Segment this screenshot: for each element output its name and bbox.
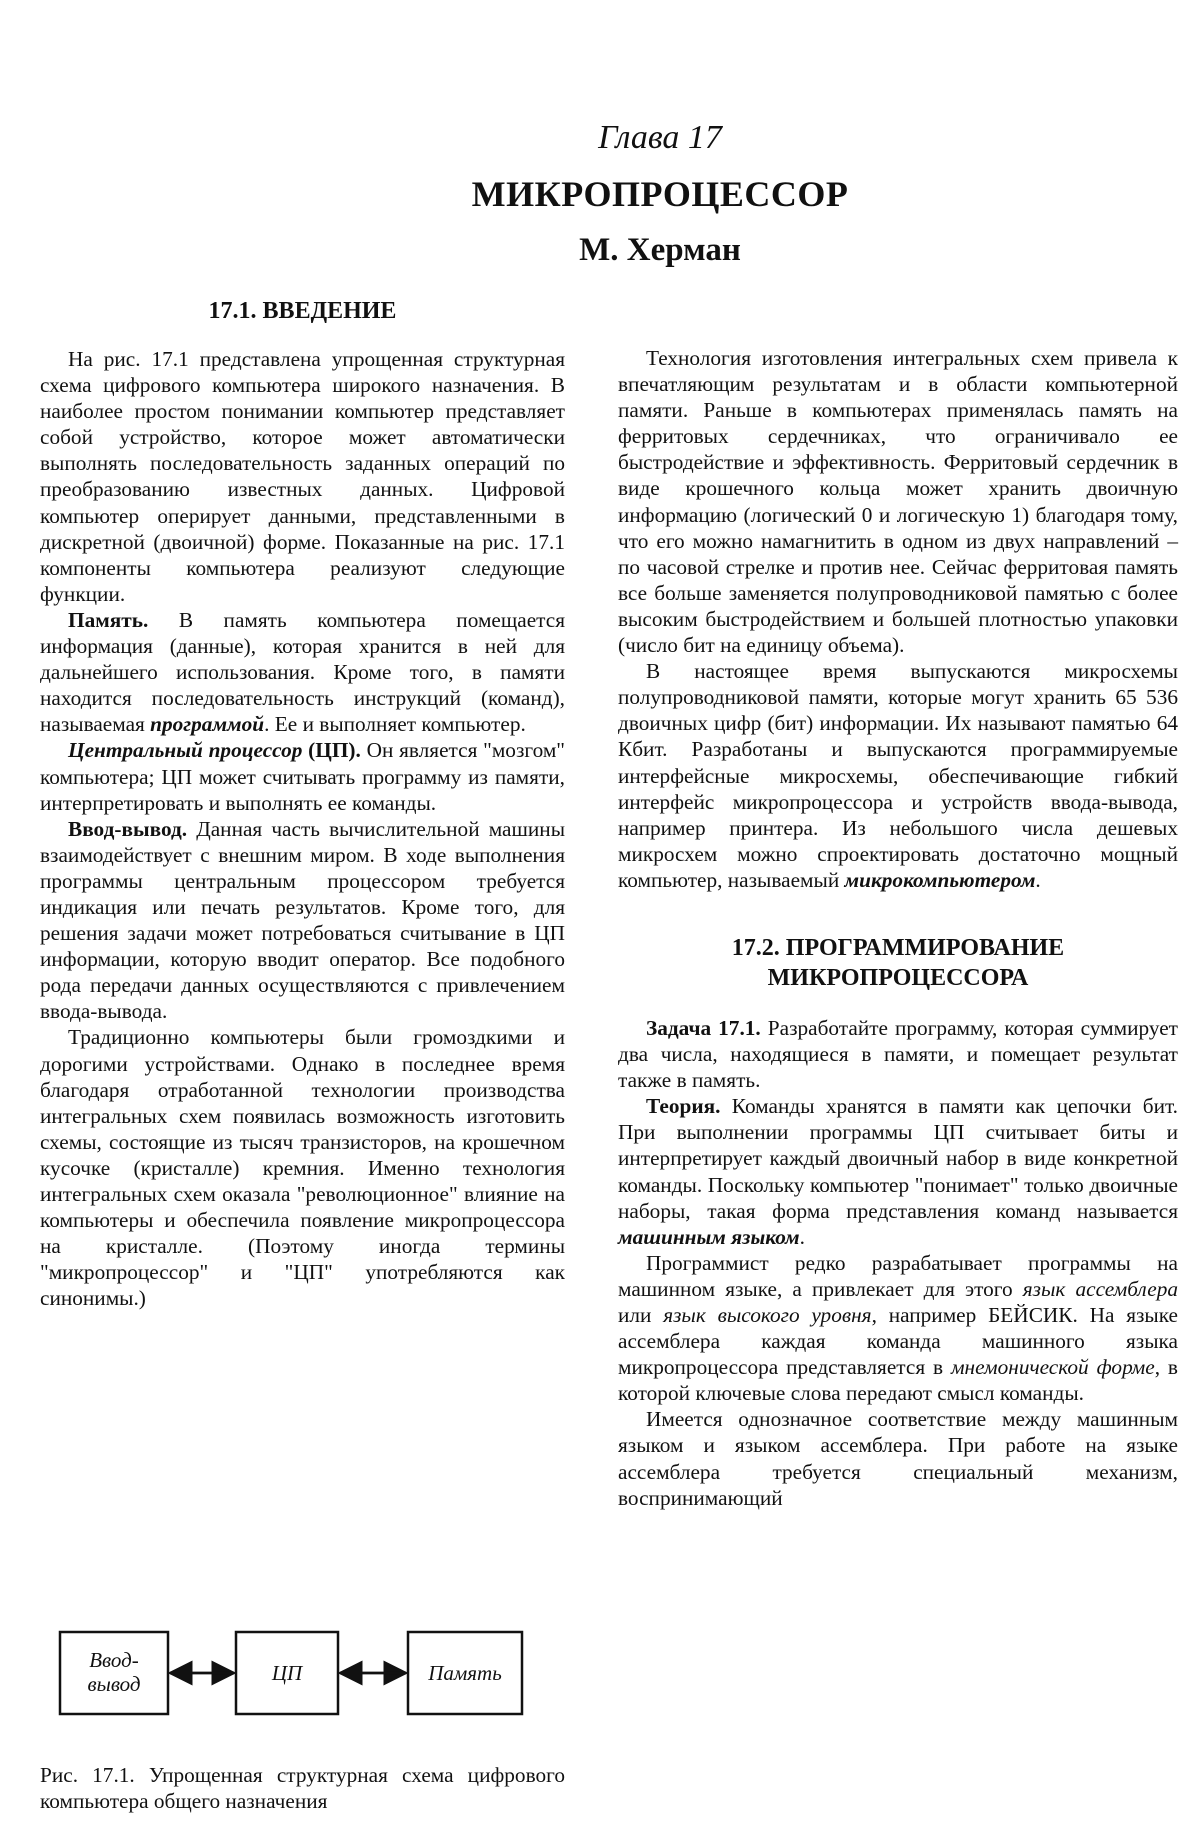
- paragraph-technology: [618, 345, 1178, 658]
- section-heading-programming-line1: 17.2. ПРОГРАММИРОВАНИЕ: [731, 934, 1065, 961]
- paragraph-current-text-a: В настоящее время выпускаются микросхемы полупроводниковой памяти, которые могут хранить 65 536 двоичных цифр (бит) информации. Их называют памятью 64 Кбит. Разработаны и выпускаются программируемые интерфейсные микросхемы, обеспечивающие гибкий интерфейс микропроцессора и устройств ввода-вывода, например принтера. Из небольшого числа дешевых микросхем можно спроектировать достаточно мощный компьютер, называемый: [618, 659, 1178, 892]
- paragraph-memory-text-a: В память компьютера помещается информация (данные), которая хранится в ней для дальнейшего использования. Кроме того, в памяти находится последовательность инструкций (команд), называемая: [40, 607, 565, 737]
- paragraph-current: [618, 658, 1178, 893]
- paragraph-programmer-text-d: , в которой ключевые слова передают смысл команды.: [618, 1355, 1178, 1406]
- run-in-io: Ввод-вывод.: [68, 816, 188, 841]
- paragraph-history-text: Традиционно компьютеры были громоздкими и дорогими устройствами. Однако в последнее время благодаря отработанной технологии производства интегральных схем появилась возможность изготовить схемы, состоящие из тысяч транзисторов, на крошечном кусочке (кристалле) кремния. Именно технология интегральных схем оказала "революционное" влияние на компьютеры и обеспечила появление микропроцессора на кристалле. (Поэтому иногда термины "микропроцессор" и "ЦП" употребляются как синонимы.): [40, 1025, 565, 1311]
- box-memory-label: Память: [428, 1661, 502, 1685]
- paragraph-intro: [40, 346, 565, 607]
- paragraph-current-text-b: .: [1035, 867, 1041, 892]
- paragraph-task: [618, 1015, 1178, 1093]
- paragraph-task-text: Разработайте программу, которая суммирует два числа, находящиеся в памяти, и помещает результат также в память.: [618, 1015, 1178, 1093]
- box-io-label-line2: вывод: [87, 1672, 141, 1696]
- term-assembly-language: язык ассемблера: [1022, 1276, 1178, 1301]
- paragraph-memory-text-b: . Ее и выполняет компьютер.: [264, 712, 526, 737]
- paragraph-io: [40, 816, 565, 1025]
- paragraph-programmer-text-b: или: [618, 1303, 664, 1327]
- term-microcomputer: микрокомпьютером: [844, 867, 1036, 892]
- run-in-task: Задача 17.1.: [646, 1015, 761, 1040]
- chapter-header: [0, 118, 1200, 270]
- box-cpu-label: ЦП: [271, 1661, 303, 1685]
- section-heading-programming-line2: МИКРОПРОЦЕССОРА: [767, 964, 1029, 991]
- left-column: [40, 296, 565, 1311]
- paragraph-technology-text: Технология изготовления интегральных схем привела к впечатляющим результатам и в области компьютерной памяти. Раньше в компьютерах применялась память на ферритовых сердечниках, что ограничивало ее быстродействие и эффективность. Ферритовый сердечник в виде крошечного кольца может хранить двоичную информацию (логический 0 и логическую 1) благодаря тому, что его можно намагнитить в одном из двух направлений – по часовой стрелке и против нее. Сейчас ферритовая память все больше заменяется полупроводниковой памятью с более высоким быстродействием и большей плотностью упаковки (число бит на единицу объема).: [618, 346, 1178, 658]
- chapter-title: МИКРОПРОЦЕССОР: [471, 174, 849, 214]
- term-high-level-language: язык высокого уровня: [663, 1303, 872, 1327]
- run-in-theory: Теория.: [646, 1094, 721, 1119]
- run-in-cpu: Центральный процессор: [68, 738, 303, 763]
- term-machine-language: машинным языком: [618, 1224, 800, 1249]
- right-column: [618, 345, 1178, 1511]
- paragraph-memory: [40, 607, 565, 737]
- paragraph-theory-text-a: Команды хранятся в памяти как цепочки бит. При выполнении программы ЦП считывает биты и интерпретирует каждый двоичный набор в виде конкретной команды. Поскольку компьютер "понимает" только двоичные наборы, такая форма представления команд называется: [618, 1094, 1178, 1223]
- paragraph-theory-text-b: .: [799, 1224, 805, 1249]
- paragraph-cpu: [40, 737, 565, 815]
- run-in-memory: Память.: [68, 607, 149, 632]
- term-mnemonic-form: мнемонической форме: [950, 1355, 1155, 1380]
- chapter-label: Глава 17: [598, 119, 722, 156]
- run-in-cpu-abbr: (ЦП).: [302, 738, 361, 763]
- box-io-label: [60, 1648, 168, 1696]
- paragraph-correspondence: [618, 1406, 1178, 1510]
- paragraph-programmer-text-c: , например БЕЙСИК. На языке ассемблера каждая команда машинного языка микропроцессора представляется в: [618, 1303, 1179, 1380]
- paragraph-io-text: Данная часть вычислительной машины взаимодействует с внешним миром. В ходе выполнения программы центральным процессором требуется индикация или печать результатов. Кроме того, для решения задачи может потребоваться считывание в ЦП информации, которую вводит оператор. Все подобного рода передачи данных осуществляются с привлечением ввода-вывода.: [40, 816, 565, 1024]
- paragraph-cpu-text: Он является "мозгом" компьютера; ЦП может считывать программу из памяти, интерпретировать и выполнять ее команды.: [40, 738, 565, 815]
- section-heading-intro: 17.1. ВВЕДЕНИЕ: [208, 298, 397, 324]
- chapter-author: М. Херман: [579, 232, 741, 268]
- term-program: программой: [150, 712, 265, 737]
- paragraph-programmer: [618, 1250, 1178, 1407]
- paragraph-correspondence-text: Имеется однозначное соответствие между машинным языком и языком ассемблера. При работе на языке ассемблера требуется специальный механизм, воспринимающий: [618, 1407, 1178, 1510]
- paragraph-intro-text: На рис. 17.1 представлена упрощенная структурная схема цифрового компьютера широкого назначения. В наиболее простом понимании компьютер представляет собой устройство, которое может автоматически выполнять последовательность заданных операций по преобразованию известных данных. Цифровой компьютер оперирует данными, представленными в дискретной (двоичной) форме. Показанные на рис. 17.1 компоненты компьютера реализуют следующие функции.: [40, 347, 565, 606]
- paragraph-theory: [618, 1093, 1178, 1250]
- figure-caption: Рис. 17.1. Упрощенная структурная схема цифрового компьютера общего назначения: [40, 1763, 565, 1813]
- section-heading-programming: [618, 933, 1178, 993]
- figure-block-diagram: [40, 1612, 580, 1742]
- box-io-label-line1: Ввод-: [89, 1648, 139, 1672]
- paragraph-programmer-text-a: Программист редко разрабатывает программы на машинном языке, а привлекает для этого: [618, 1250, 1178, 1301]
- paragraph-history: [40, 1024, 565, 1311]
